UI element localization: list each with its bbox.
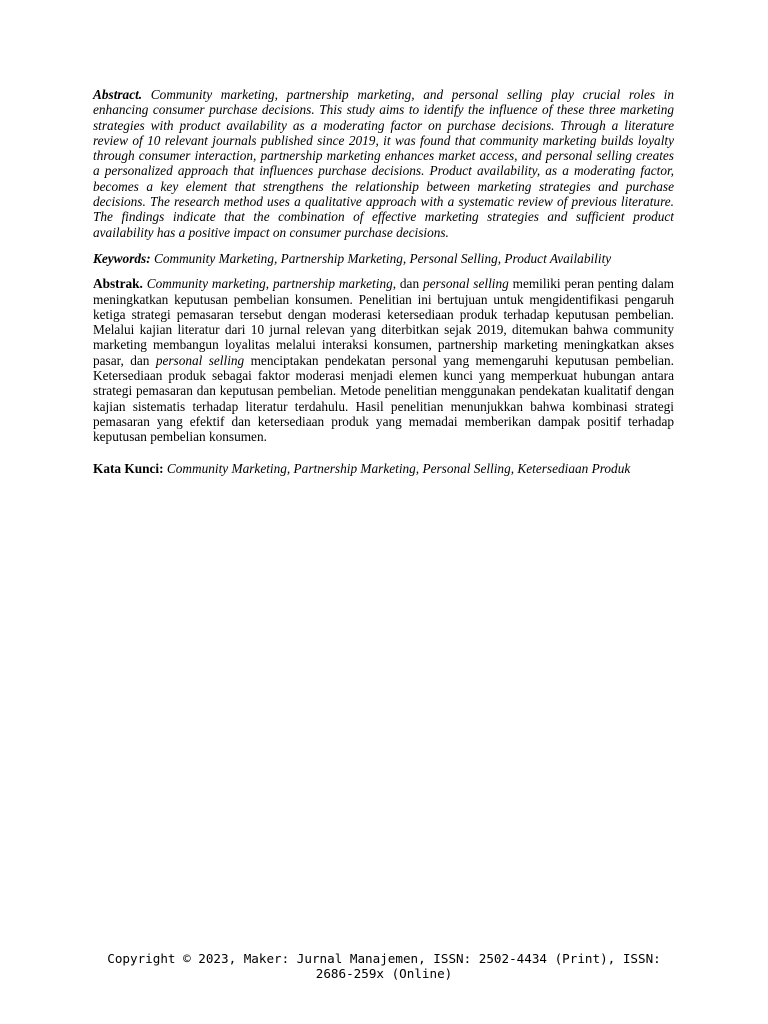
- abstract-text: Community marketing, partnership marketing, and personal selling play crucial roles in enhancing consumer purchase decisions. This study aims to identify the influence of these three marketing strategies with product availability as a moderating factor on purchase decisions. Through a literature review of 10 relevant journals published since 2019, it was found that community marketing builds loyalty through consumer interaction, partnership marketing enhances market access, and personal selling creates a personalized approach that influences purchase decisions. Product availability, as a moderating factor, becomes a key element that strengthens the relationship between marketing strategies and purchase decisions. The research method uses a qualitative approach with a systematic review of previous literature. The findings indicate that the combination of effective marketing strategies and sufficient product availability has a positive impact on consumer purchase decisions.: [93, 87, 675, 240]
- page-footer: [96, 952, 672, 981]
- kata-kunci-label: Kata Kunci:: [93, 460, 164, 476]
- abstrak-term: Community marketing: [146, 276, 266, 292]
- keywords-english: [93, 251, 674, 266]
- copyright-text: Copyright © 2023, Maker: Jurnal Manajemen, ISSN: 2502-4434 (Print), ISSN: 2686-259x (Online): [107, 951, 661, 981]
- abstrak-text: menciptakan pendekatan personal yang memengaruhi keputusan pembelian. Ketersediaan produk sebagai faktor moderasi menjadi elemen kunci yang memperkuat hubungan antara strategi pemasaran dan keputusan pembelian. Metode penelitian menggunakan pendekatan kualitatif dengan kajian sistematis terhadap literatur terdahulu. Hasil penelitian menunjukkan bahwa kombinasi strategi pemasaran yang efektif dan ketersediaan produk yang memadai memberikan dampak positif terhadap keputusan pembelian konsumen.: [93, 352, 674, 445]
- abstract-english: [93, 87, 674, 240]
- page-content: [93, 87, 674, 476]
- kata-kunci-text: Community Marketing, Partnership Marketing, Personal Selling, Ketersediaan Produk: [166, 460, 631, 476]
- abstrak-term: partnership marketing: [272, 276, 393, 292]
- abstrak-term: personal selling: [155, 352, 245, 368]
- abstrak-term: personal selling: [422, 276, 509, 292]
- abstract-label: Abstract.: [93, 87, 143, 102]
- keywords-label: Keywords:: [93, 250, 151, 266]
- keywords-text: Community Marketing, Partnership Marketing, Personal Selling, Product Availability: [153, 250, 612, 266]
- abstrak-text: memiliki peran penting dalam meningkatkan keputusan pembelian konsumen. Penelitian ini bertujuan untuk mengidentifikasi pengaruh ketiga strategi pemasaran tersebut dengan moderasi ketersediaan produk terhadap keputusan pembelian. Melalui kajian literatur dari 10 jurnal relevan yang diterbitkan sejak 2019, ditemukan bahwa community marketing membangun loyalitas melalui interaksi konsumen, partnership marketing meningkatkan akses pasar, dan: [93, 276, 674, 368]
- abstract-indonesian: [93, 276, 674, 444]
- abstrak-label: Abstrak.: [93, 276, 143, 292]
- keywords-indonesian: [93, 461, 674, 476]
- abstrak-text: ,: [265, 276, 273, 292]
- abstrak-text: , dan: [392, 276, 423, 292]
